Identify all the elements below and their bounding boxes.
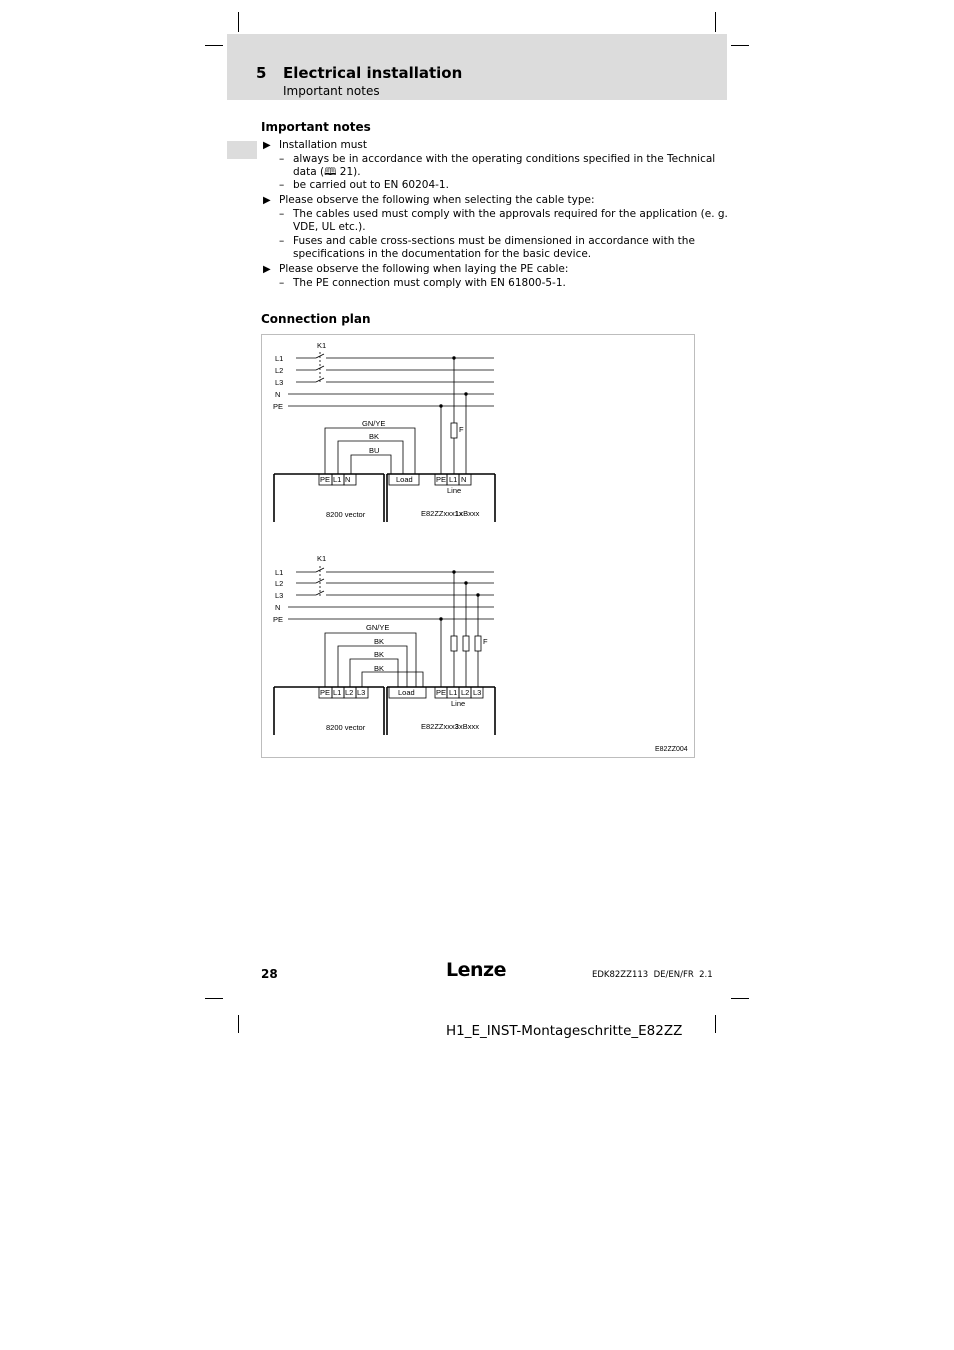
wiring-diagram-three-phase [273,554,495,735]
fuse-label: F [459,425,464,434]
terminal-label: L1 [449,475,458,484]
model-code-suffix: xBxxx [458,722,479,731]
contactor-label: K1 [317,341,327,350]
note-subitem: Fuses and cable cross-sections must be dimensioned in accordance with the [293,235,695,247]
cable-label: BU [369,446,380,455]
terminal-label: L1 [449,688,458,697]
note-subitem: The PE connection must comply with EN 61800-5-1. [293,277,566,289]
terminal-label: L1 [333,475,342,484]
note-subitem: be carried out to EN 60204-1. [293,179,449,191]
line-label: L2 [275,579,284,588]
terminal-label: PE [320,688,331,697]
device-label: 8200 vector [326,510,366,519]
terminal-label: PE [320,475,331,484]
note-item: Please observe the following when laying the PE cable: [279,263,569,275]
model-code-phase: 3 [454,722,459,731]
note-item: Please observe the following when selecting the cable type: [279,194,595,206]
line-label: N [275,390,281,399]
note-item: Installation must [279,139,367,151]
model-code [421,509,480,518]
terminal-label: PE [436,475,447,484]
chapter-subtitle: Important notes [283,84,380,98]
file-name: H1_E_INST-Montageschritte_E82ZZ [446,1023,683,1039]
line-label: PE [273,615,284,624]
load-label: Load [398,688,415,697]
chapter-number: 5 [256,64,267,82]
wiring-diagram-single-phase [273,341,495,522]
important-notes-heading: Important notes [261,120,371,134]
cable-label: BK [374,637,385,646]
terminal-label: L2 [345,688,354,697]
dash: – [279,153,285,165]
dash: – [279,235,285,247]
bullet-arrow-icon: ▶ [263,140,271,151]
line-label: L2 [275,366,284,375]
cable-label: BK [374,664,385,673]
line-terminals-label: Line [447,486,462,495]
fuse-icon [451,636,457,651]
device-label: 8200 vector [326,723,366,732]
note-subitem: always be in accordance with the operating conditions specified in the Technical [293,153,716,165]
fuse-icon [475,636,481,651]
line-label: PE [273,402,284,411]
dash: – [279,179,285,191]
contactor-label: K1 [317,554,327,563]
cable-label: BK [374,650,385,659]
chapter-title: Electrical installation [283,64,463,82]
note-subitem: VDE, UL etc.). [293,221,366,233]
model-code-suffix: Bxxx [463,509,480,518]
document-reference: EDK82ZZ113 DE/EN/FR 2.1 [592,970,713,980]
line-terminals-label: Line [451,699,466,708]
bullet-arrow-icon: ▶ [263,195,271,206]
dash: – [279,208,285,220]
note-subitem: The cables used must comply with the approvals required for the application (e. g. [293,208,728,220]
line-label: L3 [275,591,284,600]
cable-label: GN/YE [362,419,386,428]
terminal-label: N [461,475,467,484]
line-label: L3 [275,378,284,387]
terminal-label: PE [436,688,447,697]
lenze-logo: Lenze [446,959,506,981]
line-label: N [275,603,281,612]
diagram-code: E82ZZ004 [655,746,688,753]
terminal-label: L2 [461,688,470,697]
terminal-label: L3 [357,688,366,697]
model-code-phase: 1x [454,509,464,518]
model-code-prefix: E82ZZxxx [421,509,455,518]
model-code-prefix: E82ZZxxx [421,722,455,731]
terminal-label: L3 [473,688,482,697]
fuse-icon [451,423,457,438]
fuse-icon [463,636,469,651]
fuse-label: F [483,637,488,646]
dash: – [279,277,285,289]
note-subitem: data (🕮 21). [293,166,361,178]
bullet-arrow-icon: ▶ [263,264,271,275]
line-label: L1 [275,354,284,363]
cable-label: GN/YE [366,623,390,632]
line-label: L1 [275,568,284,577]
terminal-label: N [345,475,351,484]
connection-plan-heading: Connection plan [261,312,371,326]
model-code [421,722,479,731]
cable-label: BK [369,432,380,441]
load-label: Load [396,475,413,484]
page-number: 28 [261,967,278,981]
note-subitem: specifications in the documentation for the basic device. [293,248,592,260]
terminal-label: L1 [333,688,342,697]
